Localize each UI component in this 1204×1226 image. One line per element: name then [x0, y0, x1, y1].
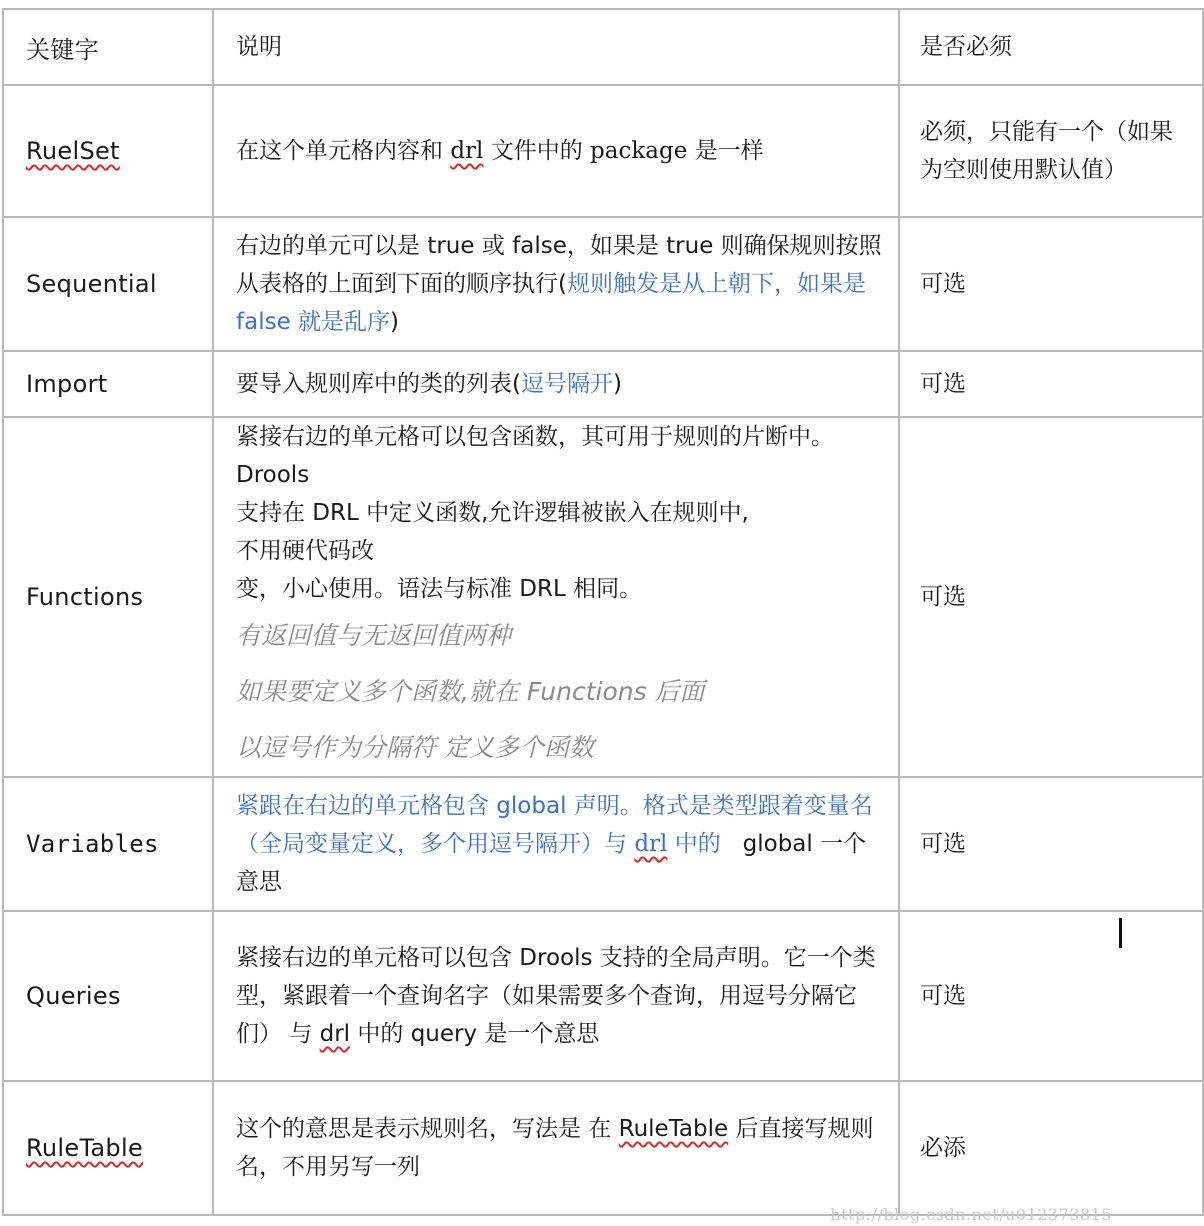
desc-code: drl	[450, 138, 484, 164]
header-required: 是否必须	[899, 9, 1203, 85]
desc-highlight: 中的	[667, 831, 721, 857]
table-row	[3, 911, 1203, 1081]
keyword-text: RuleTable	[26, 1134, 144, 1162]
desc-highlight: 逗号隔开	[520, 371, 613, 397]
table-row	[3, 417, 1203, 777]
table-header-row	[3, 9, 1203, 85]
header-description: 说明	[213, 9, 899, 85]
required-cell: 必添	[899, 1081, 1203, 1215]
description-cell	[213, 777, 899, 911]
required-cell: 可选	[899, 911, 1203, 1081]
table-row	[3, 85, 1203, 217]
table-row	[3, 217, 1203, 351]
keyword-cell: Sequential	[3, 217, 213, 351]
description-cell	[213, 1081, 899, 1215]
desc-note: 如果要定义多个函数,就在 Functions 后面	[236, 677, 705, 706]
desc-text: global	[742, 831, 813, 857]
description-cell	[213, 911, 899, 1081]
table-row	[3, 777, 1203, 911]
desc-note: 以逗号作为分隔符 定义多个函数	[236, 733, 594, 762]
header-keyword: 关键字	[3, 9, 213, 85]
required-cell: 可选	[899, 417, 1203, 777]
description-cell	[213, 417, 899, 777]
desc-highlight: 规则触发是从上朝下，如果是 false 就是乱序	[236, 271, 866, 335]
desc-text: 后直接写规则名，不用另写一列	[236, 1116, 874, 1180]
desc-text: 右边的单元可以是 true 或 false，如果是 true 则确保规则按照从表格的上面到下面的顺序执行(	[236, 233, 882, 297]
desc-text: 支持在 DRL 中定义函数,允许逻辑被嵌入在规则中,	[236, 500, 749, 526]
required-cell: 可选	[899, 217, 1203, 351]
desc-text: )	[390, 309, 400, 335]
desc-text: )	[612, 371, 622, 397]
keyword-cell	[3, 85, 213, 217]
desc-text: 是一样	[687, 138, 764, 164]
required-cell: 必须，只能有一个（如果为空则使用默认值）	[899, 85, 1203, 217]
desc-code: drl	[319, 1021, 351, 1047]
required-cell: 可选	[899, 351, 1203, 417]
watermark: http://blog.csdn.net/u012373815	[830, 1205, 1112, 1224]
desc-code: RuleTable	[618, 1116, 729, 1142]
desc-note: 有返回值与无返回值两种	[236, 621, 512, 650]
keyword-table	[2, 8, 1204, 1216]
table-row	[3, 1081, 1203, 1215]
desc-text: 变，小心使用。语法与标准 DRL 相同。	[236, 576, 643, 602]
desc-text: 中的 query 是一个意思	[350, 1021, 600, 1047]
desc-text: 不用硬代码改	[236, 538, 374, 564]
table-row	[3, 351, 1203, 417]
desc-text: 要导入规则库中的类的列表(	[236, 371, 521, 397]
desc-code: package	[590, 138, 688, 164]
keyword-cell	[3, 1081, 213, 1215]
description-cell	[213, 85, 899, 217]
desc-text: 文件中的	[483, 138, 591, 164]
desc-text: 紧接右边的单元格可以包含函数，其可用于规则的片断中。Drools	[236, 424, 834, 488]
desc-code: drl	[634, 831, 668, 857]
desc-text: 在这个单元格内容和	[236, 138, 451, 164]
text-cursor	[1119, 918, 1122, 948]
keyword-cell: Functions	[3, 417, 213, 777]
desc-highlight: 紧跟在右边的单元格包含 global 声明。格式是类型跟着变量名（全局变量定义，多个用逗号隔开）与	[236, 793, 873, 857]
desc-text: 这个的意思是表示规则名，写法是 在	[236, 1116, 619, 1142]
keyword-cell: Import	[3, 351, 213, 417]
desc-text: 一个意思	[236, 831, 867, 895]
desc-text: 紧接右边的单元格可以包含 Drools 支持的全局声明。它一个类型，紧跟着一个查询名字（如果需要多个查询，用逗号分隔它们） 与	[236, 945, 876, 1047]
required-cell: 可选	[899, 777, 1203, 911]
keyword-text: RuelSet	[26, 137, 120, 165]
description-cell	[213, 351, 899, 417]
keyword-cell: Queries	[3, 911, 213, 1081]
description-cell	[213, 217, 899, 351]
keyword-cell: Variables	[3, 777, 213, 911]
